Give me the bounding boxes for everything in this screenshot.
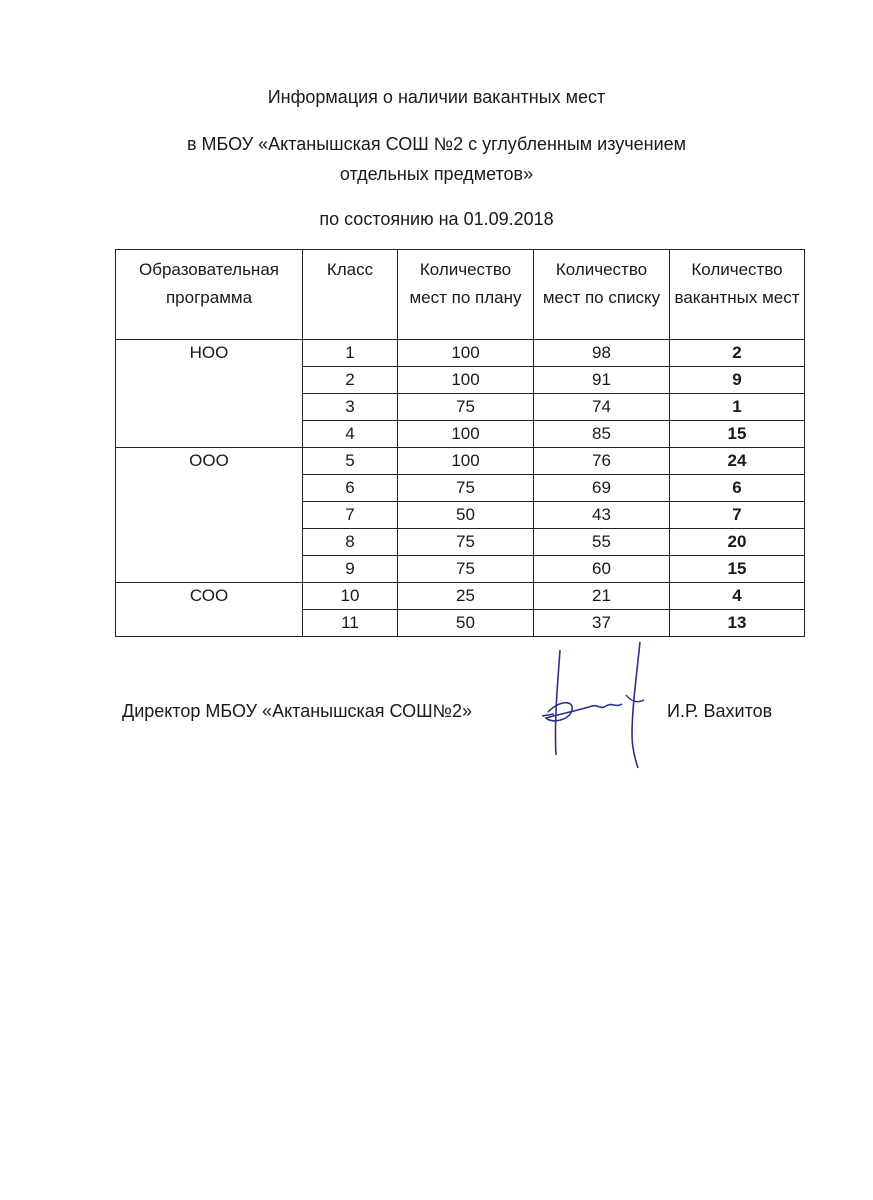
plan-cell: 100 <box>398 448 534 475</box>
list-cell: 74 <box>534 394 670 421</box>
class-cell: 8 <box>303 529 398 556</box>
program-cell: СОО <box>116 583 303 637</box>
plan-cell: 75 <box>398 394 534 421</box>
vacancy-table <box>115 249 805 637</box>
class-cell: 2 <box>303 367 398 394</box>
school-name-line1: в МБОУ «Актанышская СОШ №2 с углубленным изучением <box>186 134 687 154</box>
program-cell: ООО <box>116 448 303 583</box>
table-row <box>116 583 805 610</box>
table-row <box>116 448 805 475</box>
table-header-row <box>116 250 805 340</box>
list-cell: 91 <box>534 367 670 394</box>
class-cell: 3 <box>303 394 398 421</box>
list-cell: 60 <box>534 556 670 583</box>
class-cell: 10 <box>303 583 398 610</box>
vacant-cell: 15 <box>670 556 805 583</box>
plan-cell: 100 <box>398 421 534 448</box>
program-cell: НОО <box>116 340 303 448</box>
class-cell: 4 <box>303 421 398 448</box>
signer-name: И.Р. Вахитов <box>667 701 773 721</box>
col-header-class: Класс <box>303 250 398 340</box>
vacant-cell: 24 <box>670 448 805 475</box>
vacant-cell: 6 <box>670 475 805 502</box>
list-cell: 69 <box>534 475 670 502</box>
director-title: Директор МБОУ «Актанышская СОШ№2» <box>122 701 472 721</box>
plan-cell: 75 <box>398 475 534 502</box>
vacant-cell: 15 <box>670 421 805 448</box>
class-cell: 1 <box>303 340 398 367</box>
vacant-cell: 9 <box>670 367 805 394</box>
col-header-plan: Количество мест по плану <box>398 250 534 340</box>
class-cell: 9 <box>303 556 398 583</box>
plan-cell: 100 <box>398 340 534 367</box>
school-name-line2: отдельных предметов» <box>339 164 534 184</box>
class-cell: 7 <box>303 502 398 529</box>
plan-cell: 75 <box>398 529 534 556</box>
list-cell: 55 <box>534 529 670 556</box>
list-cell: 43 <box>534 502 670 529</box>
plan-cell: 25 <box>398 583 534 610</box>
table-row <box>116 340 805 367</box>
list-cell: 37 <box>534 610 670 637</box>
vacant-cell: 7 <box>670 502 805 529</box>
list-cell: 85 <box>534 421 670 448</box>
class-cell: 6 <box>303 475 398 502</box>
signature-icon <box>540 640 660 770</box>
vacant-cell: 2 <box>670 340 805 367</box>
class-cell: 11 <box>303 610 398 637</box>
vacant-cell: 1 <box>670 394 805 421</box>
doc-title: Информация о наличии вакантных мест <box>267 87 606 107</box>
plan-cell: 50 <box>398 610 534 637</box>
col-header-vacant: Количество вакантных мест <box>670 250 805 340</box>
vacant-cell: 20 <box>670 529 805 556</box>
list-cell: 98 <box>534 340 670 367</box>
vacant-cell: 4 <box>670 583 805 610</box>
report-date: по состоянию на 01.09.2018 <box>319 209 554 229</box>
plan-cell: 100 <box>398 367 534 394</box>
vacant-cell: 13 <box>670 610 805 637</box>
col-header-list: Количество мест по списку <box>534 250 670 340</box>
plan-cell: 75 <box>398 556 534 583</box>
list-cell: 76 <box>534 448 670 475</box>
class-cell: 5 <box>303 448 398 475</box>
list-cell: 21 <box>534 583 670 610</box>
plan-cell: 50 <box>398 502 534 529</box>
col-header-program: Образовательная программа <box>116 250 303 340</box>
